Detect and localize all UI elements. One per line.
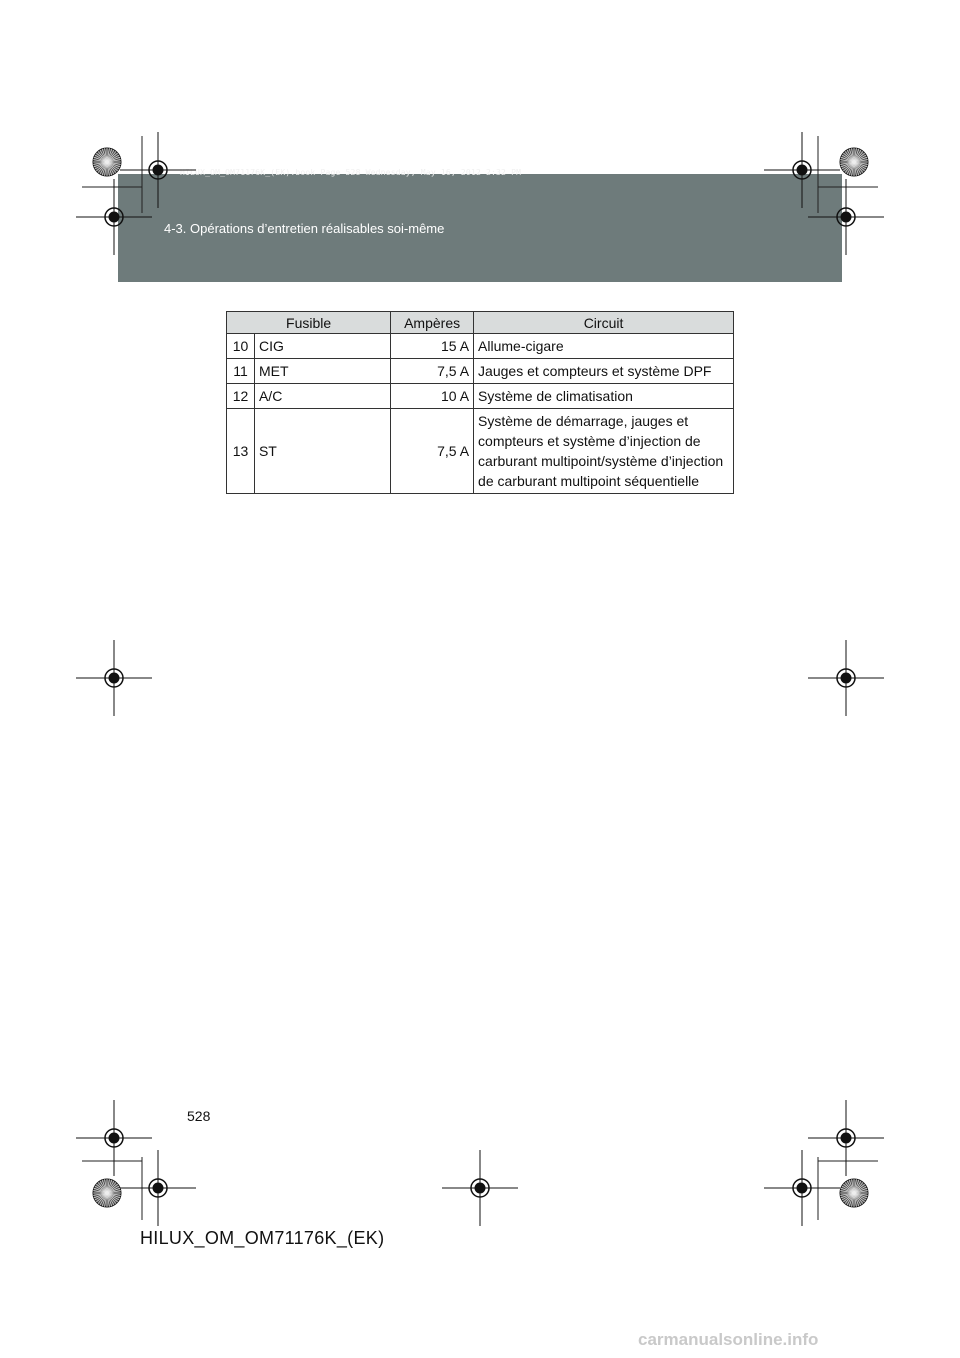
- crosshair-icon: [764, 132, 840, 208]
- crosshair-icon: [808, 1100, 884, 1176]
- crosshair-icon: [76, 640, 152, 716]
- fuse-number: 10: [227, 334, 255, 359]
- fuse-circuit: Système de climatisation: [474, 384, 734, 409]
- header-circuit: Circuit: [474, 312, 734, 334]
- fuse-circuit: Allume-cigare: [474, 334, 734, 359]
- footer-doc-code: HILUX_OM_OM71176K_(EK): [140, 1228, 385, 1248]
- color-wheel-icon: [93, 148, 121, 176]
- fuse-number: 13: [227, 409, 255, 494]
- fuse-name: ST: [254, 409, 390, 494]
- fuse-name: MET: [254, 359, 390, 384]
- fuse-name: A/C: [254, 384, 390, 409]
- fuse-table: [226, 311, 734, 494]
- table-row: [227, 359, 734, 384]
- watermark: carmanualsonline.info: [638, 1330, 819, 1349]
- header-fusible: Fusible: [227, 312, 391, 334]
- crosshair-icon: [76, 179, 152, 255]
- crosshair-icon: [764, 1150, 840, 1226]
- fuse-amps: 10 A: [391, 384, 474, 409]
- table-row: [227, 384, 734, 409]
- crosshair-icon: [120, 1150, 196, 1226]
- section-title: 4-3. Opérations d’entretien réalisables soi-même: [164, 221, 445, 236]
- crosshair-icon: [76, 1100, 152, 1176]
- crosshair-icon: [808, 640, 884, 716]
- table-row: [227, 334, 734, 359]
- color-wheel-icon: [93, 1179, 121, 1207]
- crosshair-icon: [442, 1150, 518, 1226]
- fuse-amps: 7,5 A: [391, 409, 474, 494]
- page-number: 528: [187, 1108, 211, 1124]
- fuse-name: CIG: [254, 334, 390, 359]
- fuse-circuit: Système de démarrage, jauges et compteurs et système d’injection de carburant multipoint/système d’injection de carburant multipoint séquentielle: [474, 409, 734, 494]
- fuse-number: 11: [227, 359, 255, 384]
- fuse-amps: 7,5 A: [391, 359, 474, 384]
- color-wheel-icon: [840, 148, 868, 176]
- table-header-row: [227, 312, 734, 334]
- fuse-circuit: Jauges et compteurs et système DPF: [474, 359, 734, 384]
- table-row: [227, 409, 734, 494]
- crosshair-icon: [808, 179, 884, 255]
- color-wheel-icon: [840, 1179, 868, 1207]
- fuse-amps: 15 A: [391, 334, 474, 359]
- fuse-number: 12: [227, 384, 255, 409]
- header-amperes: Ampères: [391, 312, 474, 334]
- file-stamp: HILUX_OM_OM71176K_(EK).book Page 528 Wednesday, May 16, 2012 2:32 PM: [180, 168, 522, 177]
- crosshair-icon: [120, 132, 196, 208]
